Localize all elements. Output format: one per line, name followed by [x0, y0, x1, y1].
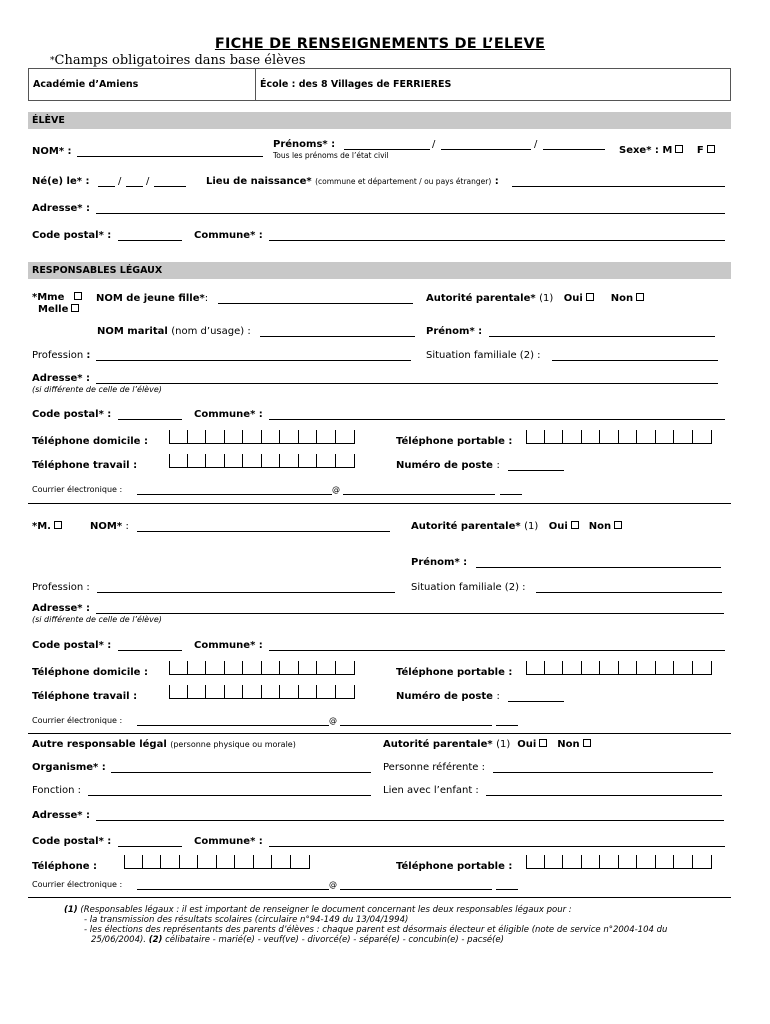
resp1-poste-label: Numéro de poste : [396, 460, 500, 471]
ecole-label: École : des 8 Villages de FERRIERES [260, 79, 452, 90]
resp2-adresse-label: Adresse* : [32, 603, 91, 614]
autre-courrier-label: Courrier électronique : [32, 880, 123, 889]
referente-field[interactable] [493, 772, 713, 773]
autre-email-ext-field[interactable] [496, 889, 518, 890]
resp2-adresse-hint: (si différente de celle de l’élève) [32, 615, 162, 624]
resp1-email-ext-field[interactable] [500, 494, 522, 495]
resp1-tel-trav-label: Téléphone travail : [32, 460, 138, 471]
sexe-f-checkbox[interactable] [707, 145, 715, 153]
resp1-adresse-label: Adresse* : [32, 373, 91, 384]
autre-tel-port-boxes[interactable] [526, 855, 712, 869]
resp2-tel-trav-boxes[interactable] [169, 685, 355, 699]
autre-tel-port-label: Téléphone portable : [396, 861, 513, 872]
section-responsables: RESPONSABLES LÉGAUX [28, 262, 731, 279]
m-checkbox[interactable] [54, 521, 62, 529]
eleve-prenom2-field[interactable] [441, 149, 531, 150]
eleve-cp-field[interactable] [118, 240, 182, 241]
resp2-prenom-field[interactable] [476, 567, 721, 568]
naissance-annee[interactable] [154, 186, 186, 187]
resp1-email-domain-field[interactable] [343, 494, 495, 495]
autre-autorite: Autorité parentale* (1) Oui Non [383, 739, 594, 750]
resp1-adresse-hint: (si différente de celle de l’élève) [32, 385, 162, 394]
mme-option: *Mme [32, 292, 85, 303]
eleve-commune-label: Commune* : [194, 230, 263, 241]
resp1-situation-field[interactable] [552, 360, 718, 361]
mme-checkbox[interactable] [74, 292, 82, 300]
autre-oui-checkbox[interactable] [539, 739, 547, 747]
resp1-situation-label: Situation familiale (2) : [426, 350, 541, 361]
resp2-nom-label: NOM* : [90, 521, 129, 532]
resp2-courrier-label: Courrier électronique : [32, 716, 123, 725]
resp1-courrier-label: Courrier électronique : [32, 485, 123, 494]
resp2-profession-label: Profession : [32, 582, 90, 593]
resp2-tel-dom-label: Téléphone domicile : [32, 667, 148, 678]
resp1-tel-dom-label: Téléphone domicile : [32, 436, 148, 447]
sexe-label: Sexe* : M F [619, 145, 718, 156]
lien-label: Lien avec l’enfant : [383, 785, 479, 796]
m-option: *M. [32, 521, 65, 532]
resp2-commune-label: Commune* : [194, 640, 263, 651]
autre-title: Autre responsable légal (personne physique ou morale) [32, 739, 296, 750]
fonction-label: Fonction : [32, 785, 82, 796]
resp2-non-checkbox[interactable] [614, 521, 622, 529]
resp2-tel-dom-boxes[interactable] [169, 661, 355, 675]
autre-commune-label: Commune* : [194, 836, 263, 847]
footnotes: (1) (Responsables légaux : il est important de renseigner le document concernant les deux responsables légaux pour : - la transmission des résultats scolaires (circulaire n°94-149 du 13/04/1994) - les élections des représentants des parents d’élèves : chaque parent est désormais électeur et éligible (note de service n°2004-104 du 25/06/2004). (2) célibataire - marié(e) - veuf(ve) - divorcé(e) - séparé(e) - concubin(e) - pacsé(e) [64, 905, 668, 945]
resp1-cp-field[interactable] [118, 419, 182, 420]
nom-marital-field[interactable] [260, 336, 415, 337]
resp1-non-checkbox[interactable] [636, 293, 644, 301]
divider [28, 733, 731, 734]
organisme-label: Organisme* : [32, 762, 106, 773]
resp2-adresse-field[interactable] [96, 613, 724, 614]
resp1-prenom-label: Prénom* : [426, 326, 483, 337]
eleve-prenom1-field[interactable] [344, 149, 430, 150]
resp2-email-ext-field[interactable] [496, 725, 518, 726]
lieu-field[interactable] [512, 186, 725, 187]
resp2-email-domain-field[interactable] [340, 725, 492, 726]
resp1-commune-label: Commune* : [194, 409, 263, 420]
lieu-label: Lieu de naissance* (commune et département / ou pays étranger) : [206, 176, 499, 187]
resp2-situation-label: Situation familiale (2) : [411, 582, 526, 593]
at-sign: @ [329, 880, 337, 889]
resp1-profession-label: Profession : [32, 350, 91, 361]
eleve-prenoms-label: Prénoms* : [273, 139, 336, 150]
melle-checkbox[interactable] [71, 304, 79, 312]
resp2-tel-port-boxes[interactable] [526, 661, 712, 675]
eleve-commune-field[interactable] [269, 240, 725, 241]
academie-label: Académie d’Amiens [33, 79, 139, 90]
resp1-tel-dom-boxes[interactable] [169, 430, 355, 444]
resp2-poste-field[interactable] [508, 701, 564, 702]
melle-option: Melle [38, 304, 82, 315]
resp2-poste-label: Numéro de poste : [396, 691, 500, 702]
eleve-nom-field[interactable] [77, 156, 263, 157]
eleve-adresse-label: Adresse* : [32, 203, 91, 214]
resp2-prenom-label: Prénom* : [411, 557, 468, 568]
fonction-field[interactable] [88, 795, 371, 796]
resp1-oui-checkbox[interactable] [586, 293, 594, 301]
at-sign: @ [332, 485, 340, 494]
autre-non-checkbox[interactable] [583, 739, 591, 747]
at-sign: @ [329, 716, 337, 725]
eleve-prenom3-field[interactable] [543, 149, 605, 150]
autre-commune-field[interactable] [269, 846, 725, 847]
resp2-commune-field[interactable] [269, 650, 725, 651]
autre-tel-label: Téléphone : [32, 861, 98, 872]
resp2-profession-field[interactable] [97, 592, 395, 593]
lien-field[interactable] [486, 795, 722, 796]
resp1-commune-field[interactable] [269, 419, 725, 420]
autre-cp-field[interactable] [118, 846, 182, 847]
resp1-email-user-field[interactable] [137, 494, 332, 495]
resp1-tel-trav-boxes[interactable] [169, 454, 355, 468]
resp2-email-user-field[interactable] [137, 725, 329, 726]
section-eleve: ÉLÈVE [28, 112, 731, 129]
resp1-prenom-field[interactable] [489, 336, 715, 337]
resp2-situation-field[interactable] [536, 592, 722, 593]
sexe-m-checkbox[interactable] [675, 145, 683, 153]
naissance-jour[interactable] [98, 186, 115, 187]
divider [28, 503, 731, 504]
autre-adresse-label: Adresse* : [32, 810, 91, 821]
resp1-cp-label: Code postal* : [32, 409, 112, 420]
referente-label: Personne référente : [383, 762, 485, 773]
resp1-autorite: Autorité parentale* (1) Oui Non [426, 293, 647, 304]
eleve-cp-label: Code postal* : [32, 230, 112, 241]
resp1-tel-port-label: Téléphone portable : [396, 436, 513, 447]
resp2-autorite: Autorité parentale* (1) Oui Non [411, 521, 625, 532]
school-header-table [28, 68, 731, 101]
resp2-tel-port-label: Téléphone portable : [396, 667, 513, 678]
page-title: FICHE DE RENSEIGNEMENTS DE L’ELEVE [214, 36, 546, 52]
nom-jf-label: NOM de jeune fille*: [96, 293, 209, 304]
resp1-poste-field[interactable] [508, 470, 564, 471]
autre-cp-label: Code postal* : [32, 836, 112, 847]
resp2-nom-field[interactable] [137, 531, 390, 532]
resp2-oui-checkbox[interactable] [571, 521, 579, 529]
autre-email-user-field[interactable] [137, 889, 329, 890]
naissance-mois[interactable] [126, 186, 143, 187]
resp2-tel-trav-label: Téléphone travail : [32, 691, 138, 702]
nom-marital-label: NOM marital (nom d’usage) : [97, 326, 251, 337]
autre-email-domain-field[interactable] [340, 889, 492, 890]
prenoms-hint: Tous les prénoms de l’état civil [273, 151, 389, 160]
nom-jf-field[interactable] [218, 303, 413, 304]
divider [28, 897, 731, 898]
autre-adresse-field[interactable] [96, 820, 724, 821]
eleve-adresse-field[interactable] [96, 213, 725, 214]
organisme-field[interactable] [111, 772, 371, 773]
eleve-nom-label: NOM* : [32, 146, 72, 157]
required-note: *Champs obligatoires dans base élèves [50, 53, 306, 68]
resp2-cp-label: Code postal* : [32, 640, 112, 651]
naissance-label: Né(e) le* : [32, 176, 90, 187]
resp1-profession-field[interactable] [96, 360, 411, 361]
resp2-cp-field[interactable] [118, 650, 182, 651]
autre-tel-boxes[interactable] [124, 855, 310, 869]
resp1-tel-port-boxes[interactable] [526, 430, 712, 444]
resp1-adresse-field[interactable] [96, 383, 718, 384]
